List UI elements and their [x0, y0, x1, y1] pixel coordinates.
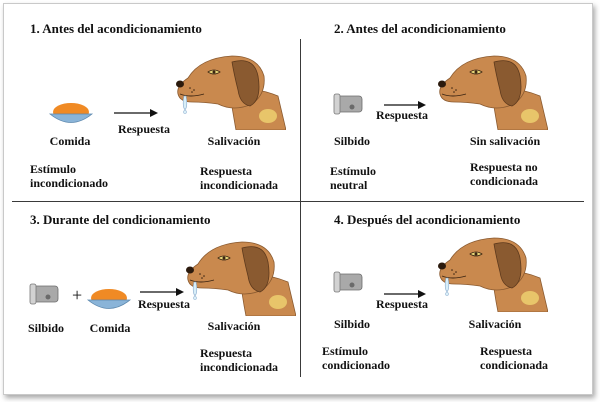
plus-sign: +	[72, 285, 83, 305]
arrow-label: Respuesta	[138, 297, 191, 311]
outcome-label: Salivación	[207, 319, 261, 333]
response-type-label: Respuesta no condicionada	[470, 160, 539, 188]
dog-illustration	[174, 50, 286, 130]
horizontal-divider	[12, 201, 584, 202]
arrow-icon	[140, 287, 184, 297]
conditioning-diagram	[3, 3, 593, 395]
outcome-label: Salivación	[468, 317, 522, 331]
dog-illustration	[436, 50, 548, 130]
dog-illustration	[184, 236, 296, 316]
panel-title: 1. Antes del acondicionamiento	[30, 21, 202, 36]
dog-spot	[259, 109, 277, 123]
stimulus-label: Silbido	[27, 321, 65, 335]
dog-nose	[186, 267, 194, 274]
stimulus-type-label: Estímulo neutral	[330, 164, 377, 192]
dog-head-icon	[436, 50, 548, 130]
outcome-label: Salivación	[207, 134, 261, 148]
panel-title: 3. Durante del condicionamiento	[30, 212, 211, 227]
dog-illustration	[436, 232, 548, 312]
whistle-icon	[28, 282, 64, 308]
dog-nose	[438, 263, 446, 270]
dog-head-icon	[436, 232, 548, 312]
response-type-label: Respuesta incondicionada	[200, 164, 279, 192]
food-bowl-icon	[48, 101, 94, 127]
vertical-divider	[300, 39, 301, 377]
whistle-icon	[332, 270, 368, 296]
arrow-label: Respuesta	[376, 108, 429, 122]
stimulus-label: Silbido	[333, 317, 371, 331]
second-stimulus-label: Comida	[89, 321, 131, 335]
arrow-label: Respuesta	[376, 297, 429, 311]
dog-nose	[438, 81, 446, 88]
outcome-label: Sin salivación	[469, 134, 541, 148]
food-bowl-icon	[86, 287, 132, 313]
panel-title: 2. Antes del acondicionamiento	[334, 21, 506, 36]
dog-head-icon	[174, 50, 286, 130]
dog-spot	[269, 295, 287, 309]
arrow-label: Respuesta	[118, 122, 171, 136]
dog-nose	[176, 81, 184, 88]
panel-title: 4. Después del acondicionamiento	[334, 212, 521, 227]
dog-head-icon	[184, 236, 296, 316]
saliva-drop	[183, 96, 187, 110]
stimulus-label: Comida	[49, 134, 91, 148]
response-type-label: Respuesta incondicionada	[200, 346, 279, 374]
stimulus-label: Silbido	[333, 134, 371, 148]
stimulus-type-label: Estímulo incondicionado	[30, 162, 109, 190]
whistle-icon	[332, 92, 368, 118]
dog-spot	[521, 291, 539, 305]
stimulus-type-label: Estímulo condicionado	[322, 344, 391, 372]
saliva-drop	[445, 278, 449, 292]
saliva-drop	[193, 282, 197, 296]
arrow-icon	[114, 108, 158, 118]
response-type-label: Respuesta condicionada	[480, 344, 549, 372]
dog-spot	[521, 109, 539, 123]
